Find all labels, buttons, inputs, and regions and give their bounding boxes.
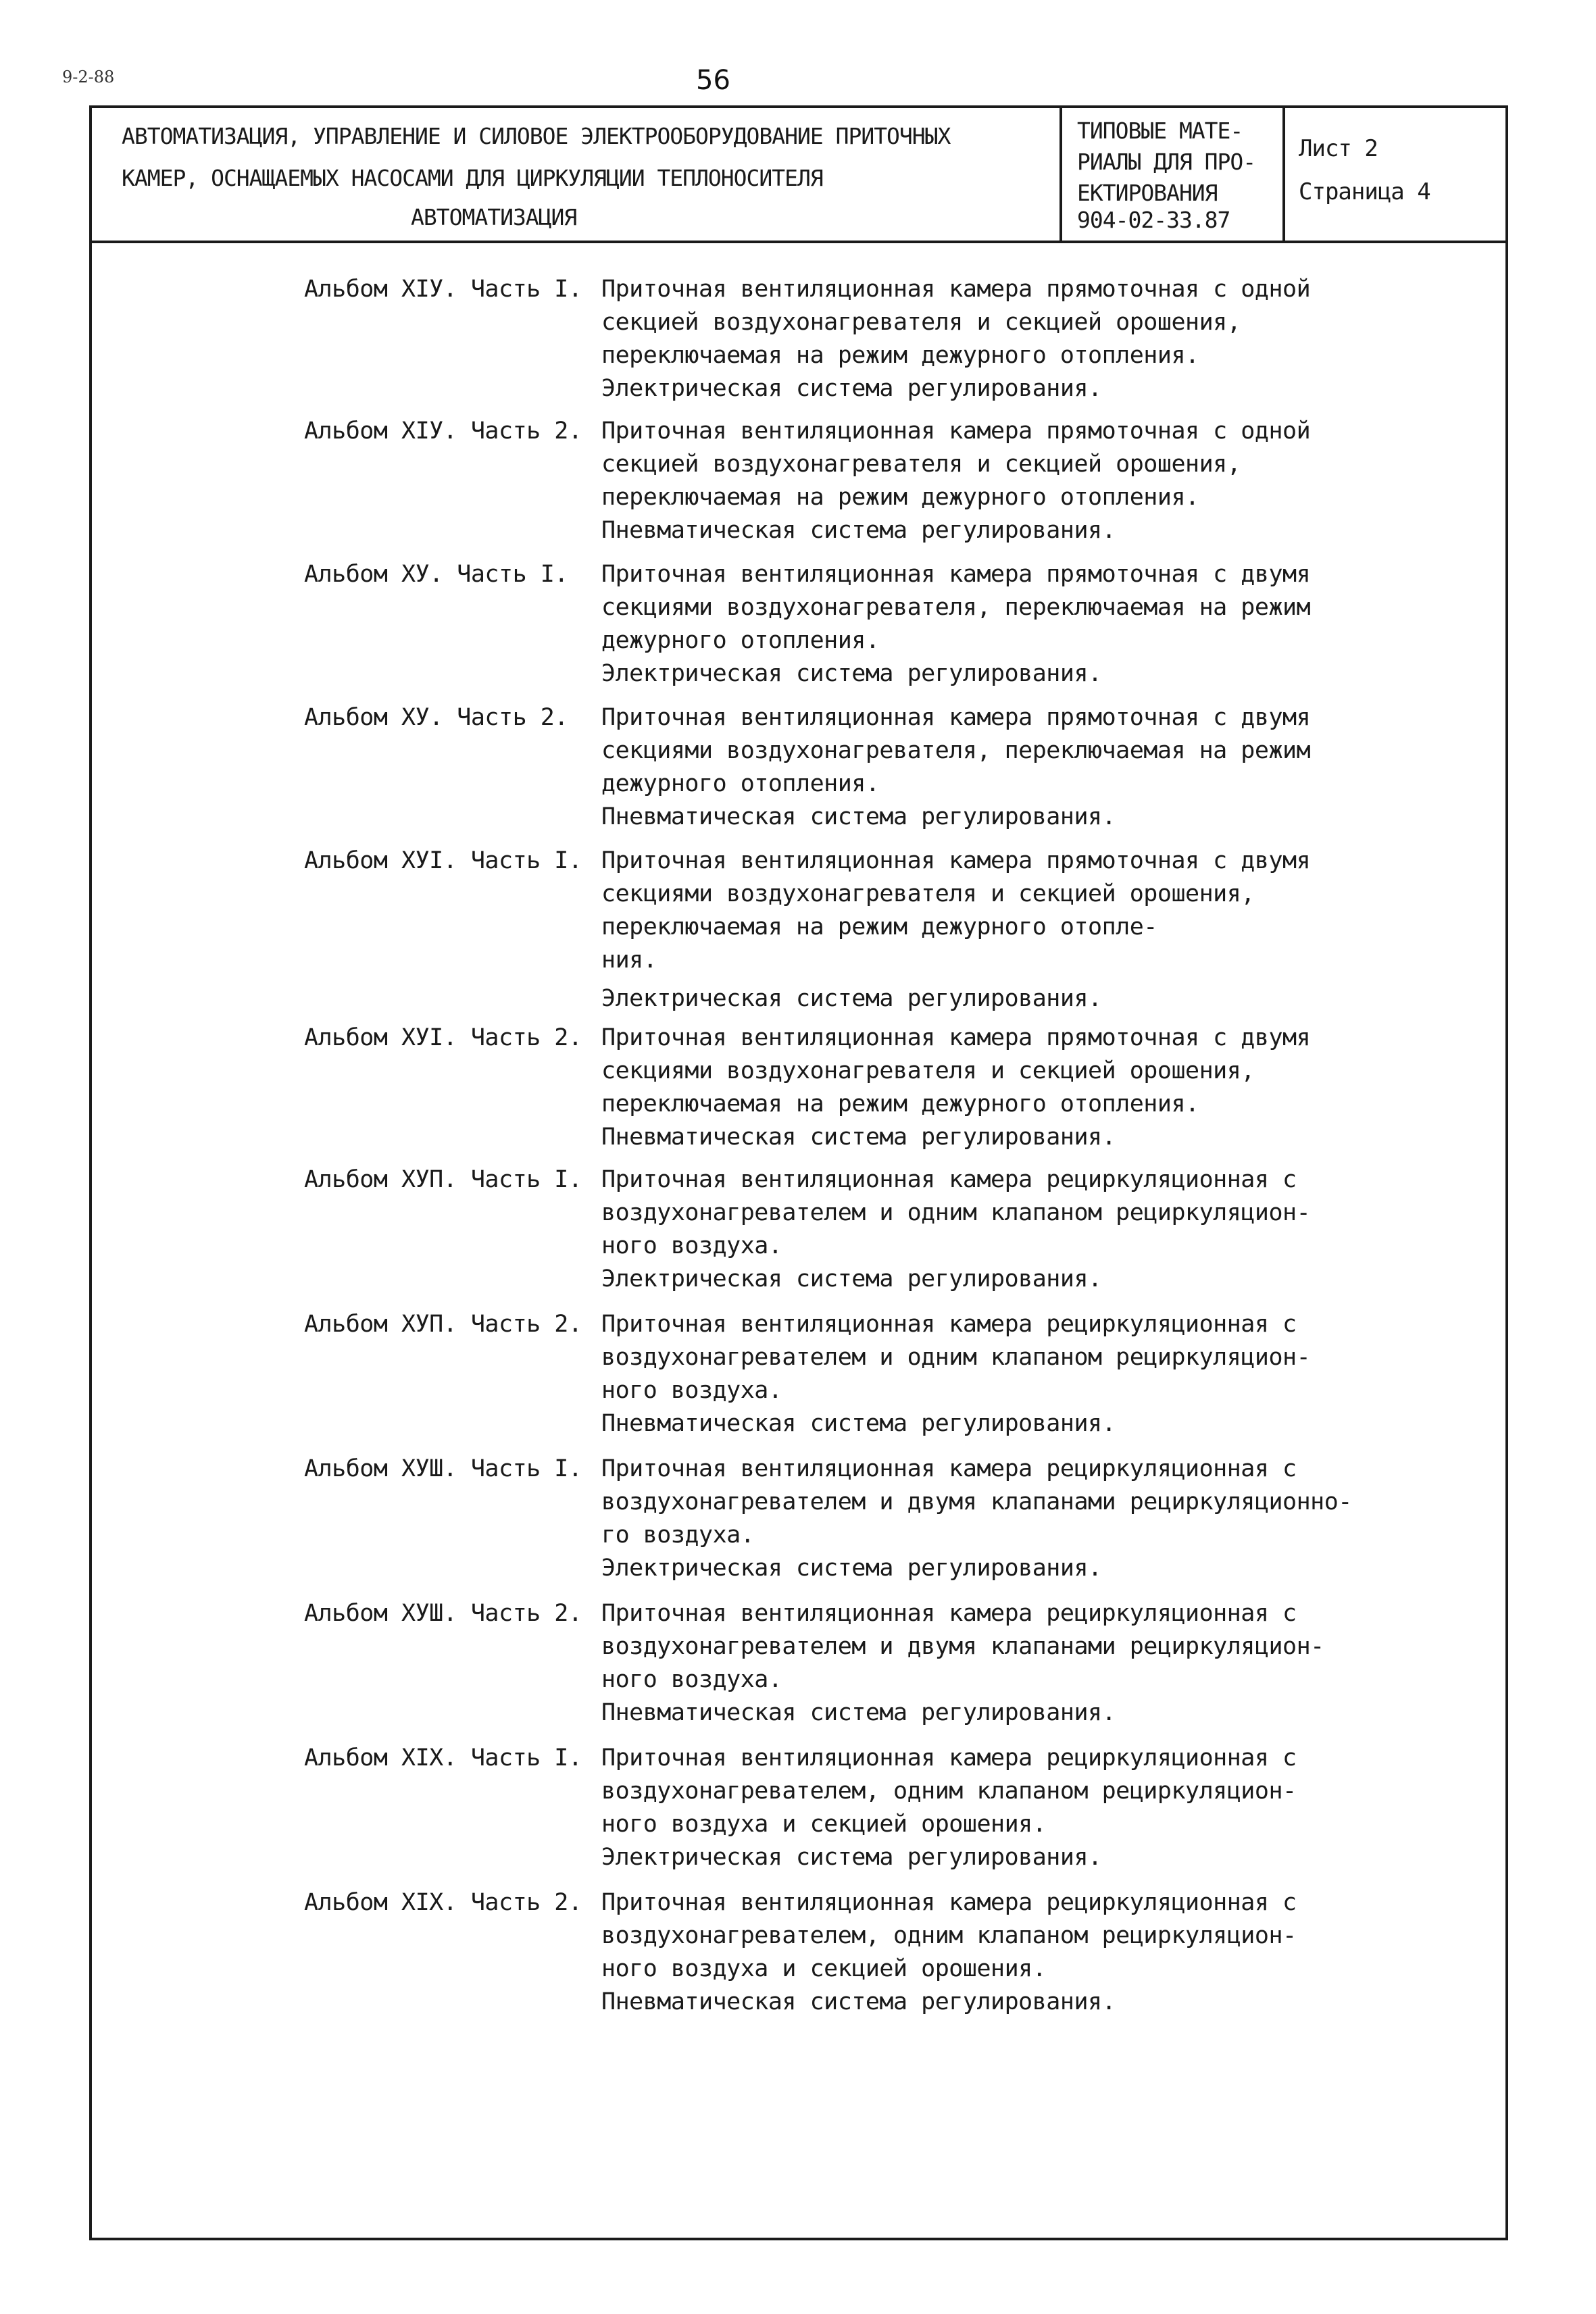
album-reference: Альбом ХУI. Часть I. (304, 847, 582, 874)
album-reference: Альбом ХУ. Часть 2. (304, 704, 568, 731)
description-line: Электрическая система регулирования. (601, 660, 1102, 687)
description-line: ния. (601, 947, 657, 974)
album-description (601, 1597, 1426, 1730)
series-number: 904-02-33.87 (1077, 207, 1230, 233)
album-entry (304, 1022, 1426, 1154)
album-reference: Альбом XIX. Часть 2. (304, 1889, 582, 1916)
album-description (601, 845, 1426, 1015)
album-reference: Альбом XIX. Часть I. (304, 1744, 582, 1771)
album-entry (304, 558, 1426, 690)
description-line: воздухонагревателем и двумя клапанами рециркуляцион- (601, 1633, 1324, 1660)
description-line: Пневматическая система регулирования. (601, 1410, 1116, 1437)
album-entry (304, 1742, 1426, 1874)
description-line: Приточная вентиляционная камера рециркуляционная с (601, 1889, 1297, 1916)
description-line: секциями воздухонагревателя и секцией орошения, (601, 880, 1255, 907)
title-block-document-title (92, 108, 1062, 241)
description-line: Приточная вентиляционная камера прямоточная с одной (601, 418, 1311, 445)
document-code: 9-2-88 (62, 68, 115, 86)
description-line: Приточная вентиляционная камера рециркуляционная с (601, 1600, 1297, 1627)
document-title-line: КАМЕР, ОСНАЩАЕМЫХ НАСОСАМИ ДЛЯ ЦИРКУЛЯЦИИ ТЕПЛОНОСИТЕЛЯ (122, 165, 823, 191)
description-line: Приточная вентиляционная камера рециркуляционная с (601, 1311, 1297, 1338)
description-line: ного воздуха. (601, 1666, 782, 1693)
album-description (601, 1308, 1426, 1440)
page-number: 56 (696, 65, 730, 96)
description-line: переключаемая на режим дежурного отопления. (601, 342, 1199, 369)
description-line: ного воздуха и секцией орошения. (601, 1955, 1047, 1982)
description-line: Электрическая система регулирования. (601, 1555, 1102, 1582)
album-entry (304, 1453, 1426, 1585)
album-entry (304, 845, 1426, 1015)
album-description (601, 1742, 1426, 1874)
title-block (92, 108, 1505, 243)
album-entry (304, 1163, 1426, 1296)
album-description (601, 558, 1426, 690)
album-reference: Альбом ХУП. Часть 2. (304, 1311, 582, 1338)
album-entry (304, 701, 1426, 834)
description-line: секциями воздухонагревателя, переключаемая на режим (601, 594, 1311, 621)
description-line: Пневматическая система регулирования. (601, 1988, 1116, 2015)
description-line: дежурного отопления. (601, 770, 880, 797)
description-line: дежурного отопления. (601, 627, 880, 654)
description-line: Приточная вентиляционная камера прямоточная с двумя (601, 561, 1311, 588)
description-line: Приточная вентиляционная камера рециркуляционная с (601, 1166, 1297, 1193)
album-description (601, 1022, 1426, 1154)
description-line: секцией воздухонагревателя и секцией орошения, (601, 309, 1241, 336)
description-line: ного воздуха. (601, 1232, 782, 1259)
description-line: ного воздуха и секцией орошения. (601, 1811, 1047, 1838)
album-entry (304, 273, 1426, 405)
album-reference: Альбом ХУ. Часть I. (304, 561, 568, 588)
description-line: переключаемая на режим дежурного отопле- (601, 913, 1157, 940)
description-line: переключаемая на режим дежурного отопления. (601, 1090, 1199, 1117)
album-entry (304, 415, 1426, 547)
description-line: Пневматическая система регулирования. (601, 517, 1116, 544)
album-reference: Альбом ХУШ. Часть 2. (304, 1600, 582, 1627)
album-entry (304, 1886, 1426, 2019)
document-title-line: АВТОМАТИЗАЦИЯ (411, 204, 577, 230)
album-description (601, 1886, 1426, 2019)
description-line: Приточная вентиляционная камера рециркуляционная с (601, 1455, 1297, 1482)
sheet-label: Лист 2 (1299, 135, 1378, 162)
album-entry (304, 1597, 1426, 1730)
series-line: РИАЛЫ ДЛЯ ПРО- (1077, 149, 1256, 175)
page-label: Страница 4 (1299, 178, 1430, 205)
description-line: Электрическая система регулирования. (601, 985, 1102, 1012)
description-line: Приточная вентиляционная камера прямоточная с одной (601, 276, 1311, 303)
description-line: секциями воздухонагревателя, переключаемая на режим (601, 737, 1311, 764)
description-line: Приточная вентиляционная камера прямоточная с двумя (601, 704, 1311, 731)
album-description (601, 1163, 1426, 1296)
description-line: Пневматическая система регулирования. (601, 1699, 1116, 1726)
description-line: Пневматическая система регулирования. (601, 1124, 1116, 1151)
description-line: го воздуха. (601, 1521, 755, 1549)
document-title-line: АВТОМАТИЗАЦИЯ, УПРАВЛЕНИЕ И СИЛОВОЕ ЭЛЕКТРООБОРУДОВАНИЕ ПРИТОЧНЫХ (122, 123, 951, 149)
album-entry (304, 1308, 1426, 1440)
description-line: воздухонагревателем и двумя клапанами рециркуляционно- (601, 1488, 1352, 1515)
description-line: воздухонагревателем, одним клапаном рециркуляцион- (601, 1922, 1297, 1949)
description-line: Приточная вентиляционная камера рециркуляционная с (601, 1744, 1297, 1771)
album-description (601, 701, 1426, 834)
series-line: ТИПОВЫЕ МАТЕ- (1077, 118, 1243, 144)
album-description (601, 273, 1426, 405)
album-reference: Альбом ХУI. Часть 2. (304, 1024, 582, 1051)
description-line: секциями воздухонагревателя и секцией орошения, (601, 1057, 1255, 1084)
album-reference: Альбом XIУ. Часть 2. (304, 418, 582, 445)
album-reference: Альбом XIУ. Часть I. (304, 276, 582, 303)
title-block-series (1062, 108, 1285, 241)
album-description (601, 1453, 1426, 1585)
description-line: секцией воздухонагревателя и секцией орошения, (601, 451, 1241, 478)
description-line: ного воздуха. (601, 1377, 782, 1404)
description-line: Электрическая система регулирования. (601, 1844, 1102, 1871)
description-line: воздухонагревателем и одним клапаном рециркуляцион- (601, 1344, 1311, 1371)
series-line: ЕКТИРОВАНИЯ (1077, 180, 1218, 206)
description-line: Приточная вентиляционная камера прямоточная с двумя (601, 1024, 1311, 1051)
title-block-sheet (1285, 108, 1505, 241)
album-reference: Альбом ХУП. Часть I. (304, 1166, 582, 1193)
description-line: Электрическая система регулирования. (601, 375, 1102, 402)
description-line: Приточная вентиляционная камера прямоточная с двумя (601, 847, 1311, 874)
album-reference: Альбом ХУШ. Часть I. (304, 1455, 582, 1482)
description-line: Электрическая система регулирования. (601, 1265, 1102, 1292)
description-line: воздухонагревателем, одним клапаном рециркуляцион- (601, 1778, 1297, 1805)
description-line: переключаемая на режим дежурного отопления. (601, 484, 1199, 511)
description-line: Пневматическая система регулирования. (601, 803, 1116, 830)
album-description (601, 415, 1426, 547)
description-line: воздухонагревателем и одним клапаном рециркуляцион- (601, 1199, 1311, 1226)
